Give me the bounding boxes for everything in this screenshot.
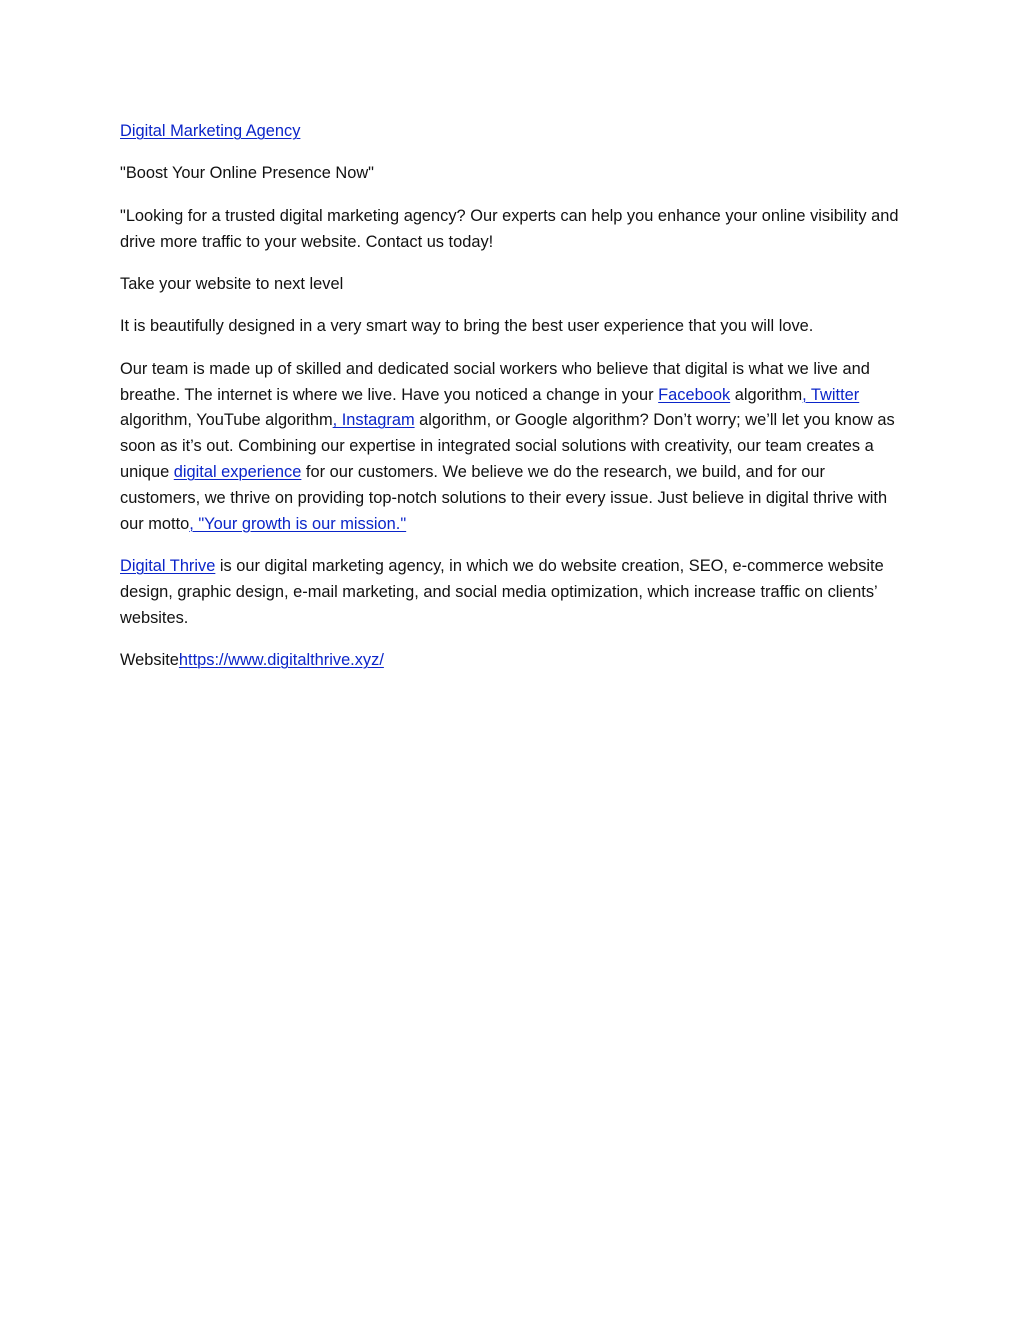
thrive-paragraph (120, 554, 904, 631)
motto-link[interactable]: , "Your growth is our mission." (189, 514, 407, 533)
intro-paragraph: "Looking for a trusted digital marketing agency? Our experts can help you enhance your online visibility and drive more traffic to your website. Contact us today! (120, 206, 899, 251)
team-text-3: algorithm, YouTube algorithm (120, 411, 333, 430)
twitter-link[interactable]: , Twitter (802, 385, 860, 404)
subheading: Take your website to next level (120, 274, 344, 293)
thrive-text: is our digital marketing agency, in which we do website creation, SEO, e-commerce website design, graphic design, e-mail marketing, and social media optimization, which increase traffic on clients’ websites. (120, 556, 884, 627)
facebook-link[interactable]: Facebook (658, 385, 731, 404)
website-paragraph (120, 648, 904, 674)
team-text-2: algorithm (730, 385, 803, 404)
design-paragraph: It is beautifully designed in a very smart way to bring the best user experience that you will love. (120, 317, 814, 336)
website-label: Website (120, 650, 179, 669)
team-paragraph (120, 357, 904, 538)
team-text-1: Our team is made up of skilled and dedicated social workers who believe that digital is what we live and breathe. The internet is where we live. Have you noticed a change in your (120, 359, 870, 404)
digital-experience-link[interactable]: digital experience (173, 462, 302, 481)
document-page (120, 119, 904, 690)
website-url-link[interactable]: https://www.digitalthrive.xyz/ (178, 650, 384, 669)
instagram-link[interactable]: , Instagram (332, 411, 415, 430)
digital-thrive-link[interactable]: Digital Thrive (120, 556, 216, 575)
team-text-4: algorithm, or Google algorithm? Don’t worry; we’ll let you know as soon as it’s out. Combining our expertise in integrated social solutions with creativity, our team creates a unique (120, 411, 895, 481)
team-text-5: for our customers. We believe we do the research, we build, and for our customers, we thrive on providing top-notch solutions to their every issue. Just believe in digital thrive with our motto (120, 462, 888, 533)
digital-marketing-agency-link[interactable]: Digital Marketing Agency (120, 122, 301, 140)
heading-paragraph (120, 119, 904, 145)
tagline: "Boost Your Online Presence Now" (120, 164, 374, 183)
